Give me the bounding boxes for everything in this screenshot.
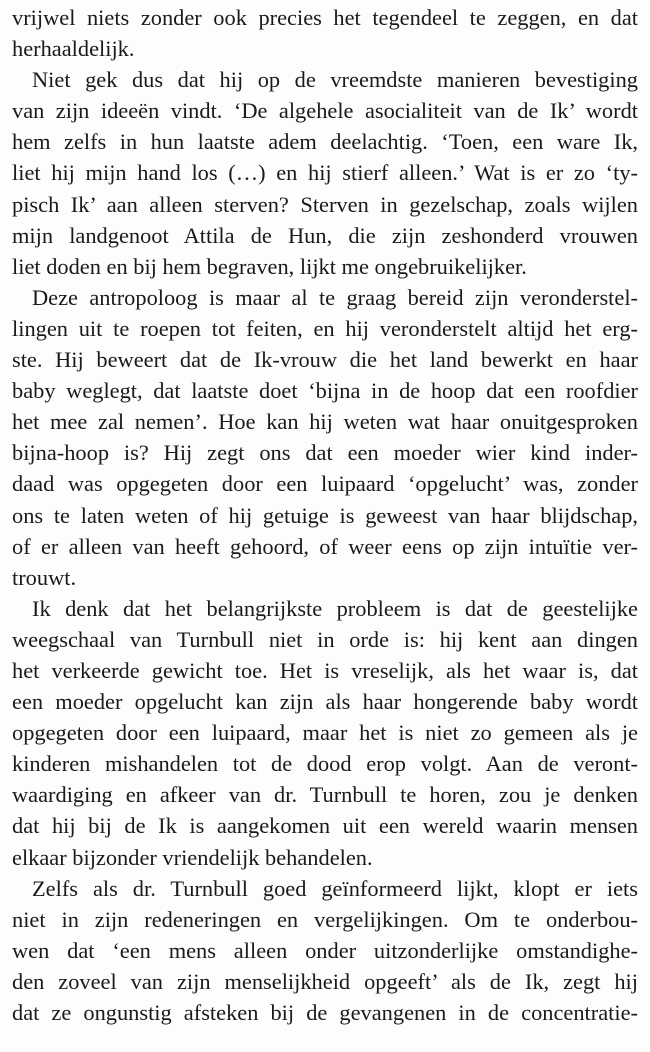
text-line: den zoveel van zijn menselijkheid opgeeft’ als de Ik, zegt hij <box>12 968 638 994</box>
text-line: hem zelfs in hun laatste adem deelachtig. ‘Toen, een ware Ik, <box>12 129 638 155</box>
paragraph <box>12 282 638 593</box>
text-line: trouwt. <box>12 564 77 590</box>
text-line: daad was opgegeten door een luipaard ‘opgelucht’ was, zonder <box>12 471 638 497</box>
text-line: kinderen mishandelen tot de dood erop volgt. Aan de veront- <box>12 751 638 777</box>
text-line: elkaar bijzonder vriendelijk behandelen. <box>12 844 373 870</box>
text-line: het verkeerde gewicht toe. Het is vreselijk, als het waar is, dat <box>12 657 638 683</box>
text-line: ons te laten weten of hij getuige is geweest van haar blijdschap, <box>12 502 638 528</box>
text-line: Ik denk dat het belangrijkste probleem is dat de geestelijke <box>32 595 638 621</box>
text-line: Zelfs als dr. Turnbull goed geïnformeerd lijkt, klopt er iets <box>32 875 638 901</box>
text-line: bijna-hoop is? Hij zegt ons dat een moeder wier kind inder- <box>12 440 638 466</box>
text-line: of er alleen van heeft gehoord, of weer eens op zijn intuïtie ver- <box>12 533 638 559</box>
text-line: opgegeten door een luipaard, maar het is niet zo gemeen als je <box>12 720 638 746</box>
text-line: niet in zijn redeneringen en vergelijkingen. Om te onderbou- <box>12 906 638 932</box>
text-line: wen dat ‘een mens alleen onder uitzonderlijke omstandighe- <box>12 937 638 963</box>
text-line: het mee zal nemen’. Hoe kan hij weten wat haar onuitgesproken <box>12 409 638 435</box>
paragraph <box>12 873 638 1028</box>
text-line: vrijwel niets zonder ook precies het tegendeel te zeggen, en dat <box>12 5 638 30</box>
text-line: Niet gek dus dat hij op de vreemdste manieren bevestiging <box>32 67 638 93</box>
text-line: dat hij bij de Ik is aangekomen uit een wereld waarin mensen <box>12 813 638 839</box>
text-line: liet hij mijn hand los (…) en hij stierf alleen.’ Wat is er zo ‘ty- <box>12 160 638 186</box>
text-line: ste. Hij beweert dat de Ik-vrouw die het land bewerkt en haar <box>12 347 638 373</box>
text-line: herhaaldelijk. <box>12 36 135 62</box>
text-line: lingen uit te roepen tot feiten, en hij veronderstelt altijd het erg- <box>12 315 638 341</box>
text-line: dat ze ongunstig afsteken bij de gevangenen in de concentratie- <box>12 1000 638 1025</box>
body-text <box>12 2 638 1028</box>
text-line: pisch Ik’ aan alleen sterven? Sterven in gezelschap, zoals wijlen <box>12 191 638 217</box>
paragraph <box>12 593 638 873</box>
text-line: Deze antropoloog is maar al te graag bereid zijn veronderstel- <box>32 284 638 310</box>
text-line: een moeder opgelucht kan zijn als haar hongerende baby wordt <box>12 689 638 715</box>
text-line: van zijn ideeën vindt. ‘De algehele asocialiteit van de Ik’ wordt <box>12 98 638 124</box>
text-line: baby weglegt, dat laatste doet ‘bijna in de hoop dat een roofdier <box>12 378 638 404</box>
text-line: weegschaal van Turnbull niet in orde is: hij kent aan dingen <box>12 626 638 652</box>
text-line: waardiging en afkeer van dr. Turnbull te horen, zou je denken <box>12 782 638 808</box>
paragraph <box>12 64 638 282</box>
paragraph <box>12 2 638 64</box>
text-line: mijn landgenoot Attila de Hun, die zijn zeshonderd vrouwen <box>12 222 638 248</box>
text-line: liet doden en bij hem begraven, lijkt me ongebruikelijker. <box>12 253 527 279</box>
